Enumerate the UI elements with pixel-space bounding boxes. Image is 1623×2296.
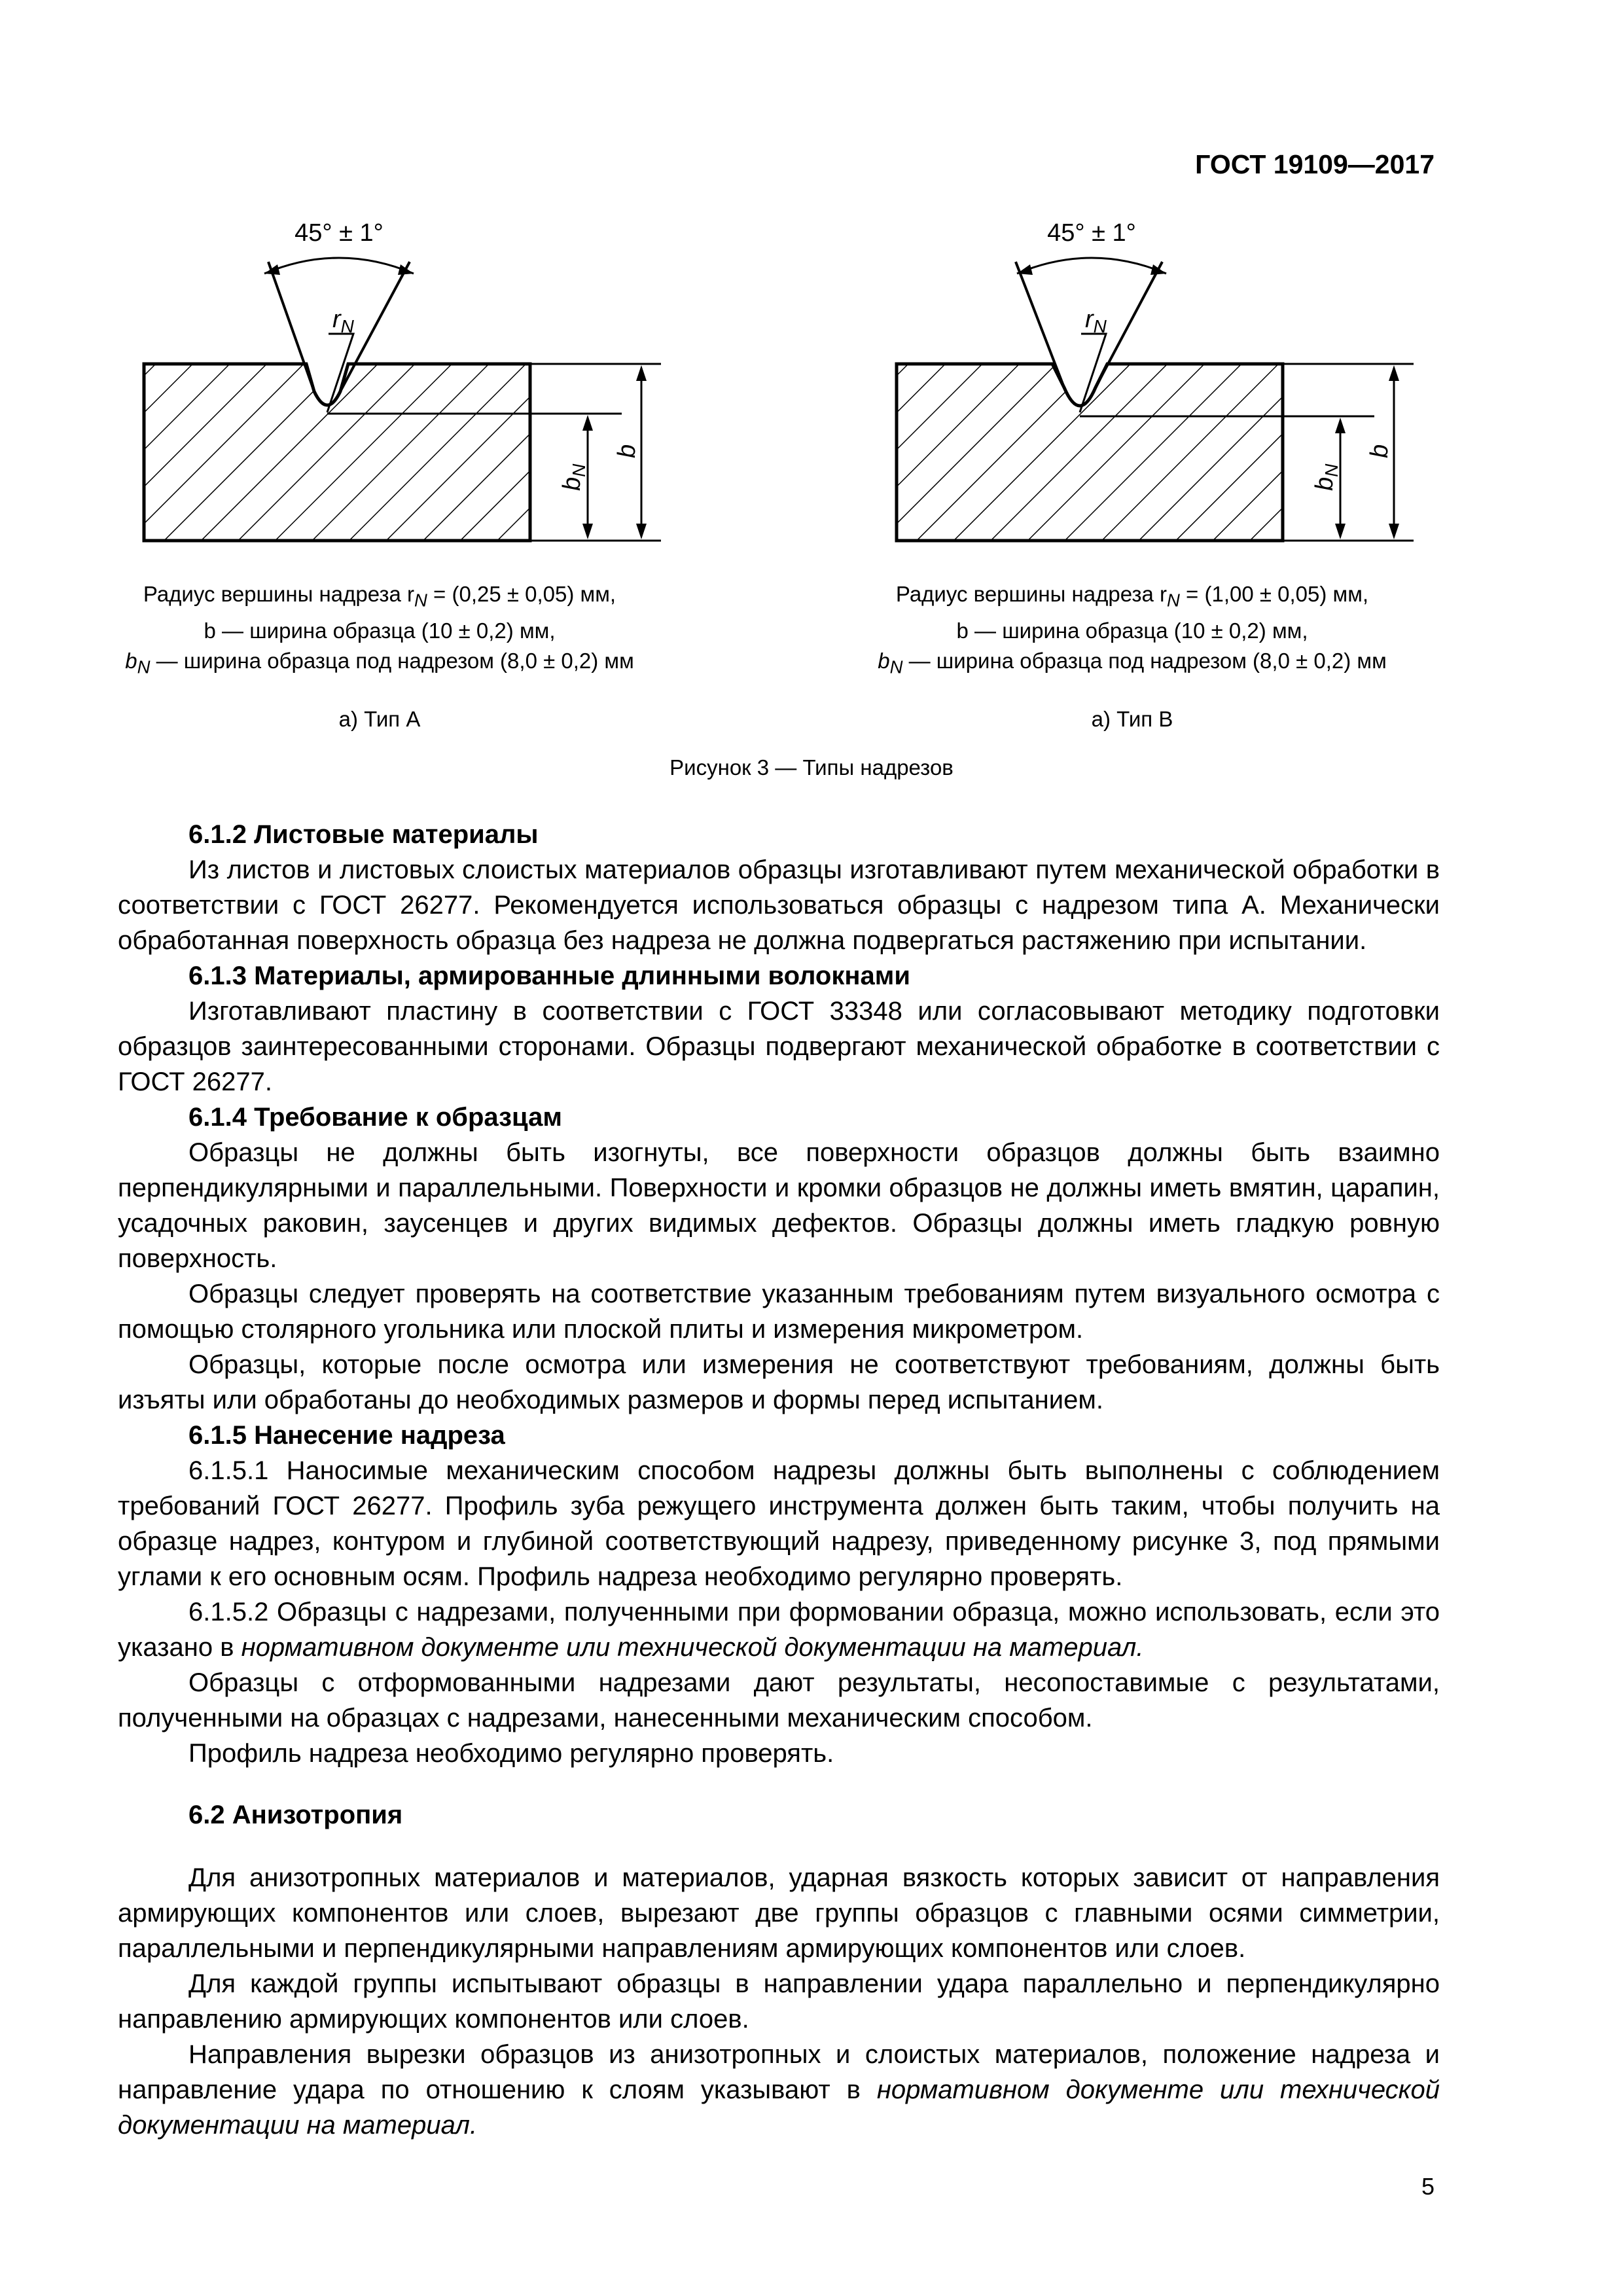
- angle-label: 45° ± 1°: [294, 219, 383, 247]
- caption-a-line1: Радиус вершины надреза $r_N = (0,25 \pm 0,05)$ мм,: [143, 582, 616, 611]
- paragraph: Образцы не должны быть изогнуты, все поверхности образцов должны быть взаимно перпендикулярными и параллельными. Поверхности и кромки образцов не должны иметь вмятин, царапин, усадочных раковин, заусенцев и других видимых дефектов. Образцы должны иметь гладкую ровную поверхность.: [118, 1138, 1440, 1273]
- bn-label: $b_N$: [558, 463, 589, 491]
- paragraph: 6.1.5.1 Наносимые механическим способом надрезы должны быть выполнены с соблюдением требований ГОСТ 26277. Профиль зуба режущего инструмента должен быть таким, чтобы получить на образце надрез, контуром и глубиной соответствующий надрезу, приведенному рисунке 3, под прямыми углами к его основным осям. Профиль надреза необходимо регулярно проверять.: [118, 1456, 1440, 1591]
- caption-b-line1: Радиус вершины надреза $r_N = (1,00 \pm 0,05)$ мм,: [895, 582, 1369, 611]
- section-6-2-title: 6.2 Анизотропия: [188, 1801, 403, 1829]
- paragraph: Направления вырезки образцов из анизотропных и слоистых материалов, положение надреза и направление удара по отношению к слоям указывают в нормативном документе или технической документации на материал.: [118, 2040, 1440, 2140]
- paragraph: 6.1.5.2 Образцы с надрезами, полученными при формовании образца, можно использовать, если это указано в нормативном документе или технической документации на материал.: [118, 1598, 1440, 1662]
- caption-a-line2: b — ширина образца (10 ± 0,2) мм,: [204, 618, 556, 643]
- figure-type-a: [118, 216, 707, 556]
- caption-a: [52, 579, 707, 682]
- paragraph: Профиль надреза необходимо регулярно проверять.: [188, 1739, 834, 1768]
- bn-label: $b_N$: [1311, 463, 1342, 491]
- paragraph: Из листов и листовых слоистых материалов образцы изготавливают путем механической обработки в соответствии с ГОСТ 26277. Рекомендуется использоваться образцы с надрезом типа А. Механически обработанная поверхность образца без надреза не должна подвергаться растяжению при испытании.: [118, 855, 1440, 955]
- section-6-1-4-title: 6.1.4 Требование к образцам: [188, 1103, 562, 1132]
- section-6-1-5-title: 6.1.5 Нанесение надреза: [188, 1421, 505, 1450]
- caption-b-line3: $b_N$ — ширина образца под надрезом (8,0 ± 0,2) мм: [878, 648, 1387, 677]
- caption-a-line3: $b_N$ — ширина образца под надрезом (8,0 ± 0,2) мм: [125, 648, 634, 677]
- paragraph: Образцы следует проверять на соответствие указанным требованиям путем визуального осмотра с помощью столярного угольника или плоской плиты и измерения микрометром.: [118, 1280, 1440, 1344]
- paragraph: Для анизотропных материалов и материалов, ударная вязкость которых зависит от направления армирующих компонентов или слоев, вырезают две группы образцов с главными осями симметрии, параллельными и перпендикулярными направлениям армирующих компонентов или слоев.: [118, 1863, 1440, 1963]
- b-label: b: [1366, 444, 1393, 458]
- section-6-1-3-title: 6.1.3 Материалы, армированные длинными волокнами: [188, 961, 910, 990]
- notch-drawing-a: [118, 216, 707, 556]
- paragraph: Образцы с отформованными надрезами дают результаты, несопоставимые с результатами, полученными на образцах с надрезами, нанесенными механическим способом.: [118, 1668, 1440, 1732]
- notch-drawing-b: [870, 216, 1459, 556]
- subcaption-b: а) Тип В: [1091, 707, 1173, 731]
- document-body: [118, 817, 1440, 2143]
- page-number: 5: [1421, 2173, 1435, 2200]
- b-label: b: [613, 444, 641, 458]
- figure-type-b: [870, 216, 1459, 556]
- rn-label: $r_N$: [332, 306, 354, 336]
- rn-label: $r_N$: [1085, 306, 1107, 336]
- caption-b-line2: b — ширина образца (10 ± 0,2) мм,: [956, 618, 1308, 643]
- paragraph: Образцы, которые после осмотра или измерения не соответствуют требованиям, должны быть изъяты или обработаны до необходимых размеров и формы перед испытанием.: [118, 1350, 1440, 1414]
- caption-b: [805, 579, 1459, 682]
- section-6-1-2-title: 6.1.2 Листовые материалы: [188, 820, 539, 849]
- figure-title: Рисунок 3 — Типы надрезов: [669, 755, 954, 780]
- subcaption-a: а) Тип А: [338, 707, 421, 731]
- angle-label: 45° ± 1°: [1047, 219, 1136, 247]
- paragraph: Изготавливают пластину в соответствии с ГОСТ 33348 или согласовывают методику подготовки образцов заинтересованными сторонами. Образцы подвергают механической обработке в соответствии с ГОСТ 26277.: [118, 997, 1440, 1096]
- document-header: ГОСТ 19109—2017: [1195, 149, 1435, 179]
- paragraph: Для каждой группы испытывают образцы в направлении удара параллельно и перпендикулярно направлению армирующих компонентов или слоев.: [118, 1969, 1440, 2034]
